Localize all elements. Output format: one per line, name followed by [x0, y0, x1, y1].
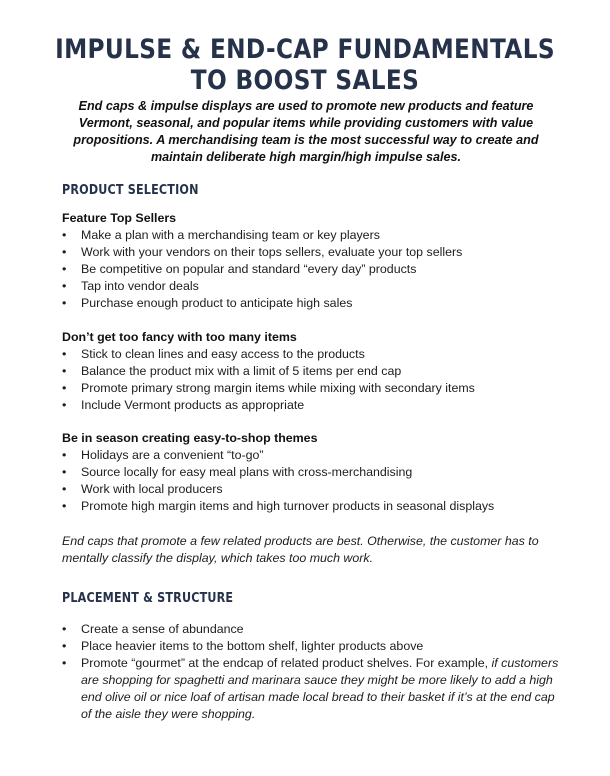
bullet-list: [62, 227, 562, 312]
list-item: • Source locally for easy meal plans with cross-merchandising: [62, 465, 413, 479]
bullet-icon: •: [62, 228, 67, 242]
list-item: • Holidays are a convenient “to-go”: [62, 448, 264, 462]
bullet-icon: •: [62, 448, 67, 462]
section-heading-placement: PLACEMENT & STRUCTURE: [62, 591, 234, 606]
group-placement: [62, 621, 562, 723]
bullet-icon: •: [62, 465, 67, 479]
list-item: • Create a sense of abundance: [62, 622, 244, 636]
bullet-icon: •: [62, 381, 67, 395]
group-title: Be in season creating easy-to-shop themes: [62, 431, 318, 445]
list-item: • Be competitive on popular and standard “every day” products: [62, 262, 417, 276]
page-title-line-1: IMPULSE & END-CAP FUNDAMENTALS: [55, 34, 555, 65]
group-feature-top-sellers: [62, 210, 562, 312]
bullet-icon: •: [62, 482, 67, 496]
list-item: • Promote “gourmet” at the endcap of related product shelves. For example, if customers are shopping for spaghetti and marinara sauce they might be more likely to add a high end olive oil or nice loaf of artisan made local bread to their basket if it’s at the end cap of the aisle they were shopping.: [62, 656, 559, 721]
bullet-icon: •: [62, 245, 67, 259]
list-item: • Make a plan with a merchandising team or key players: [62, 228, 380, 242]
bullet-icon: •: [62, 398, 67, 412]
example-text: if customers are shopping for spaghetti and marinara sauce they might be more likely to add a high end olive oil or nice loaf of artisan made local bread to their basket if it’s at the end cap of the aisle they were shopping.: [81, 656, 559, 721]
list-item: • Stick to clean lines and easy access to the products: [62, 347, 365, 361]
bullet-icon: •: [62, 279, 67, 293]
list-item: • Promote primary strong margin items while mixing with secondary items: [62, 381, 475, 395]
bullet-icon: •: [62, 499, 67, 513]
page-title: [43, 34, 568, 96]
bullet-icon: •: [62, 639, 67, 653]
list-item: • Promote high margin items and high turnover products in seasonal displays: [62, 499, 495, 513]
bullet-list: [62, 346, 562, 414]
list-item: • Place heavier items to the bottom shelf, lighter products above: [62, 639, 424, 653]
list-item: • Tap into vendor deals: [62, 279, 199, 293]
bullet-icon: •: [62, 622, 67, 636]
section-heading-product-selection: PRODUCT SELECTION: [62, 183, 199, 198]
italic-note: End caps that promote a few related products are best. Otherwise, the customer has to mentally classify the display, which takes too much work.: [62, 534, 539, 565]
list-item: • Work with local producers: [62, 482, 223, 496]
bullet-list: [62, 621, 562, 723]
group-title: Don’t get too fancy with too many items: [62, 330, 297, 344]
bullet-list: [62, 447, 562, 515]
list-item: • Balance the product mix with a limit of 5 items per end cap: [62, 364, 402, 378]
list-item: • Purchase enough product to anticipate high sales: [62, 296, 353, 310]
bullet-icon: •: [62, 296, 67, 310]
bullet-icon: •: [62, 656, 67, 670]
intro-paragraph: End caps & impulse displays are used to promote new products and feature Vermont, seasonal, and popular items while providing customers with value propositions. A merchandising team is the most successful way to create and maintain deliberate high margin/high impulse sales.: [73, 99, 539, 164]
group-in-season-themes: [62, 430, 562, 515]
bullet-icon: •: [62, 347, 67, 361]
bullet-icon: •: [62, 364, 67, 378]
bullet-icon: •: [62, 262, 67, 276]
page-title-line-2: TO BOOST SALES: [190, 65, 420, 96]
group-title: Feature Top Sellers: [62, 211, 177, 225]
list-item: • Work with your vendors on their tops sellers, evaluate your top sellers: [62, 245, 463, 259]
group-too-many-items: [62, 329, 562, 414]
list-item: • Include Vermont products as appropriate: [62, 398, 305, 412]
